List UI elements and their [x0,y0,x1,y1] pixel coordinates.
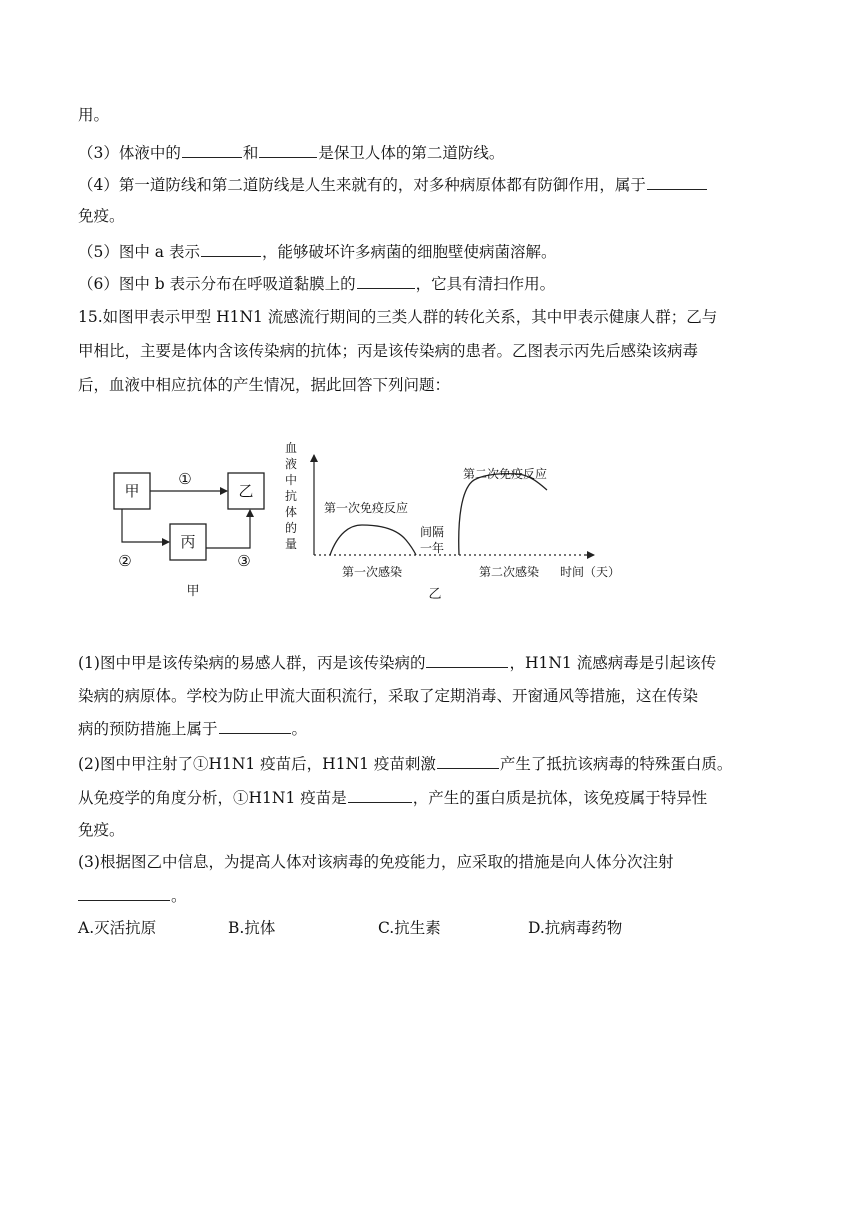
arrow-3 [206,510,250,548]
arrow-3-label: ③ [237,552,251,570]
option-a[interactable]: A.灭活抗原 [78,919,157,937]
answer-blank[interactable] [201,241,261,257]
sub-question-2: 从免疫学的角度分析，①H1N1 疫苗是 ，产生的蛋白质是抗体，该免疫属于特异性 [78,789,708,807]
sub-question-2: 免疫。 [78,821,125,839]
question-15-stem: 后，血液中相应抗体的产生情况，据此回答下列问题： [78,376,451,394]
question-15-stem: 甲相比，主要是体内含该传染病的抗体；丙是该传染病的患者。乙图表示丙先后感染该病毒 [78,342,699,360]
answer-blank[interactable] [219,718,291,734]
answer-blank[interactable] [426,652,508,668]
sub-question-3: 。 [78,885,187,906]
question-5-line: （5）图中 a 表示 ，能够破坏许多病菌的细胞壁使病菌溶解。 [78,243,557,261]
text-line: 用。 [78,106,110,124]
text-line: 免疫。 [78,207,125,225]
question-15-stem: 15.如图甲表示甲型 H1N1 流感流行期间的三类人群的转化关系，其中甲表示健康人群；乙与 [78,308,718,326]
second-infection-label: 第二次感染 [478,565,540,579]
option-c[interactable]: C.抗生素 [378,919,441,937]
sub-question-3: (3)根据图乙中信息，为提高人体对该病毒的免疫能力，应采取的措施是向人体分次注射 [78,853,674,871]
sub-question-1: 病的预防措施上属于 。 [78,720,308,738]
x-axis-label: 时间（天） [559,565,621,579]
y-label-char: 体 [284,505,298,519]
first-infection-label: 第一次感染 [341,565,403,579]
first-response-label: 第一次免疫反应 [323,501,409,515]
answer-blank[interactable] [182,142,242,158]
answer-blank[interactable] [78,885,170,901]
arrow-1-label: ① [178,470,192,488]
second-response-curve [459,474,547,555]
box-jia-label: 甲 [124,482,140,500]
y-label-char: 中 [284,473,298,487]
y-label-char: 液 [284,457,298,471]
second-response-label: 第二次免疫反应 [462,467,548,481]
y-label-char: 血 [284,441,298,455]
sub-question-1: 染病的病原体。学校为防止甲流大面积流行，采取了定期消毒、开窗通风等措施，这在传染 [78,687,699,705]
y-label-char: 量 [284,537,298,551]
arrow-2-label: ② [118,552,132,570]
arrow-2 [122,509,169,542]
answer-blank[interactable] [647,174,707,190]
answer-blank[interactable] [259,142,317,158]
first-response-curve [330,525,416,555]
option-d[interactable]: D.抗病毒药物 [528,919,623,937]
figure [100,428,640,618]
antibody-graph [285,441,620,602]
sub-question-2: (2)图中甲注射了①H1N1 疫苗后，H1N1 疫苗刺激 产生了抵抗该病毒的特殊蛋白质。 [78,755,733,773]
interval-label: 一年 [419,541,445,555]
transition-diagram [114,470,264,599]
box-bing-label: 丙 [180,533,196,551]
box-yi-label: 乙 [238,482,254,500]
interval-label: 间隔 [419,525,445,539]
diagram-yi-caption: 乙 [428,587,442,602]
question-4-line: （4）第一道防线和第二道防线是人生来就有的，对多种病原体都有防御作用，属于 [78,174,708,195]
question-3-line: （3）体液中的 和 是保卫人体的第二道防线。 [78,144,505,162]
y-label-char: 的 [284,521,298,535]
option-b[interactable]: B.抗体 [228,919,276,937]
diagram-jia-caption: 甲 [186,584,200,599]
answer-blank[interactable] [437,753,499,769]
y-label-char: 抗 [284,489,298,503]
sub-question-1: (1)图中甲是该传染病的易感人群，丙是该传染病的 ，H1N1 流感病毒是引起该传 [78,654,717,672]
answer-blank[interactable] [357,273,415,289]
question-6-line: （6）图中 b 表示分布在呼吸道黏膜上的 ，它具有清扫作用。 [78,275,556,293]
answer-blank[interactable] [348,787,412,803]
